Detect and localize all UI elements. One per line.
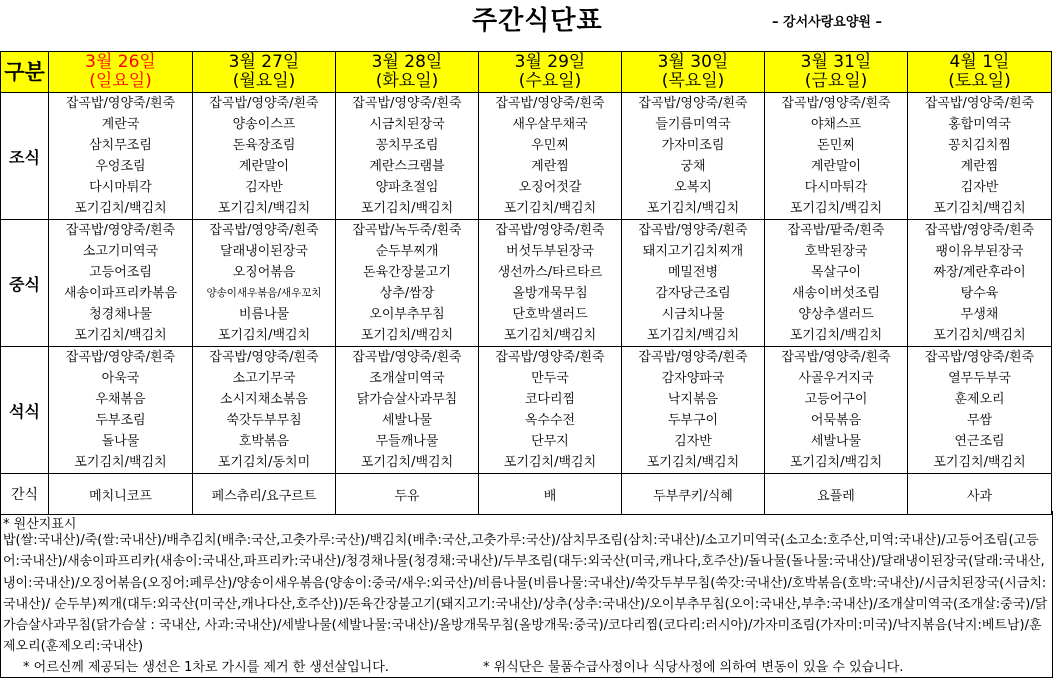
menu-item: 포기김치/백김치	[933, 455, 1026, 470]
menu-item: 잡곡밥/팥죽/흰죽	[787, 223, 885, 238]
breakfast-label: 조식	[1, 93, 49, 220]
menu-item: 두부조림	[95, 413, 146, 428]
menu-item: 잡곡밥/영양죽/흰죽	[495, 223, 605, 238]
menu-item: 계란찜	[531, 159, 569, 174]
menu-item: 새송이버섯조림	[792, 286, 880, 301]
menu-cell	[908, 220, 1052, 347]
menu-item: 낙지볶음	[667, 392, 719, 407]
lunch-row	[1, 220, 1052, 347]
day-weekday: (일요일)	[89, 71, 152, 91]
dinner-row	[1, 347, 1052, 474]
gubun-header: 구분	[1, 52, 49, 93]
breakfast-row	[1, 93, 1052, 220]
menu-item: 포기김치/백김치	[646, 201, 740, 216]
menu-item: 잡곡밥/영양죽/흰죽	[781, 96, 891, 111]
menu-item: 무들깨나물	[375, 434, 439, 449]
menu-item: 돌나물	[101, 434, 140, 449]
menu-item: 아욱국	[101, 371, 140, 386]
menu-item: 꽁치김치찜	[948, 138, 1011, 153]
menu-item: 양송이새우볶음/새우꼬치	[206, 287, 322, 299]
menu-item: 단호박샐러드	[512, 307, 588, 322]
menu-item: 포기김치/동치미	[217, 455, 311, 470]
menu-cell	[765, 93, 908, 220]
menu-item: 포기김치/백김치	[360, 201, 454, 216]
menu-item: 무생채	[960, 307, 999, 322]
menu-item: 잡곡밥/영양죽/흰죽	[65, 96, 176, 111]
menu-item: 호박볶음	[238, 434, 290, 449]
day-weekday: (월요일)	[232, 71, 296, 91]
day-header	[479, 52, 622, 93]
menu-cell	[49, 347, 193, 474]
snack-item: 사과	[908, 474, 1052, 515]
menu-item: 조개살미역국	[369, 371, 445, 386]
menu-item: 팽이유부된장국	[935, 244, 1024, 259]
menu-item: 들기름미역국	[655, 117, 731, 132]
menu-item: 목살구이	[810, 265, 862, 280]
menu-item: 새송이파프리카볶음	[63, 286, 178, 301]
dinner-label: 석식	[1, 347, 49, 474]
menu-item: 탕수육	[960, 286, 999, 301]
day-weekday: (토요일)	[948, 71, 1011, 91]
menu-item: 잡곡밥/영양죽/흰죽	[924, 96, 1035, 111]
menu-cell	[622, 347, 765, 474]
menu-item: 올방개묵무침	[512, 286, 588, 301]
menu-item: 고등어구이	[804, 392, 868, 407]
snack-row	[1, 474, 1052, 515]
menu-item: 시금치나물	[661, 307, 725, 322]
menu-item: 비름나물	[238, 307, 290, 322]
menu-item: 새우살무채국	[512, 117, 588, 132]
menu-cell	[193, 220, 336, 347]
menu-item: 포기김치/백김치	[360, 455, 454, 470]
menu-item: 포기김치/백김치	[217, 328, 311, 343]
menu-item: 삼치무조림	[89, 138, 152, 153]
menu-item: 포기김치/백김치	[503, 328, 597, 343]
menu-cell	[479, 347, 622, 474]
snack-item: 메치니코프	[49, 474, 193, 515]
menu-item: 옥수수전	[524, 413, 576, 428]
menu-item: 야채스프	[810, 117, 862, 132]
menu-item: 달래냉이된장국	[220, 244, 308, 259]
menu-item: 홍합미역국	[948, 117, 1011, 132]
menu-cell	[193, 347, 336, 474]
menu-item: 생선까스/타르타르	[497, 265, 603, 280]
menu-item: 잡곡밥/영양죽/흰죽	[781, 350, 891, 365]
menu-item: 잡곡밥/영양죽/흰죽	[924, 350, 1035, 365]
snack-item: 페스츄리/요구르트	[193, 474, 336, 515]
menu-item: 오이부추무침	[369, 307, 445, 322]
menu-item: 포기김치/백김치	[789, 328, 883, 343]
menu-item: 포기김치/백김치	[646, 455, 740, 470]
snack-label: 간식	[1, 474, 49, 515]
notes-section	[0, 511, 1053, 678]
menu-item: 김자반	[960, 180, 999, 195]
menu-item: 오징어볶음	[232, 265, 296, 280]
menu-cell	[622, 93, 765, 220]
menu-item: 포기김치/백김치	[503, 455, 597, 470]
menu-cell	[765, 220, 908, 347]
menu-cell	[908, 347, 1052, 474]
menu-item: 궁채	[680, 159, 706, 174]
menu-item: 다시마튀각	[804, 180, 868, 195]
origin-text: 밥(쌀:국내산)/죽(쌀:국내산)/배추김치(배추:국산,고춧가루:국산)/백김치(배추:국산,고춧가루:국산)/삼치무조림(삼치:국내산)/소고기미역국(소고소:호주산,미역:국내산)/고등어조림(고등어:국내산)/새송이파프리카(새송이:국내산,파프리카:국내산)/청경채나물(청경채:국내산)/두부조림(대두:외국산(미국,캐나다,호주산)/돌나물(돌나물:국내산)/달래냉이된장국(달래:국내산,냉이:국내산)/오징어볶음(오징어:페루산)/양송이새우볶음(양송이:중국/새우:외국산)/비름나물(비름나물:국내산)/쑥갓두부무침(쑥갓:국내산)/호박볶음(호박:국내산)/시금치된장국(시금치:국내산)/ 순두부)찌개(대두:외국산(미국산,캐나다산,호주산))/돈육간장불고기(돼지고기:국내산)/상추(상추:국내산)/오이부추무침(오이:국내산,부추:국내산)/조개살미역국(조개살:중국)/닭가슴살사과무침(닭가슴살 : 국내산, 사과:국내산)/세발나물(세발나물:국내산)/올방개묵무침(올방개묵:중국)/코다리찜(코다리:러시아)/가자미조림(가자미:미국)/낙지볶음(낙지:베트남)/훈제오리(훈제오리:국내산)	[3, 533, 1048, 655]
menu-cell	[336, 347, 479, 474]
day-date: 3월 29일	[514, 52, 586, 72]
menu-item: 양상추샐러드	[798, 307, 874, 322]
menu-item: 계란말이	[810, 159, 862, 174]
menu-item: 잡곡밥/영양죽/흰죽	[352, 350, 462, 365]
menu-item: 포기김치/백김치	[503, 201, 597, 216]
menu-cell	[49, 220, 193, 347]
menu-cell	[49, 93, 193, 220]
menu-item: 잡곡밥/녹두죽/흰죽	[352, 223, 462, 238]
menu-item: 만두국	[531, 371, 569, 386]
menu-item: 열무두부국	[948, 371, 1011, 386]
menu-item: 단무지	[531, 434, 569, 449]
menu-item: 포기김치/백김치	[74, 201, 167, 216]
day-weekday: (목요일)	[661, 71, 725, 91]
menu-item: 감자양파국	[661, 371, 725, 386]
menu-item: 돈민찌	[817, 138, 855, 153]
menu-item: 다시마튀각	[89, 180, 152, 195]
page-title: 주간식단표	[472, 6, 603, 36]
snack-item: 배	[479, 474, 622, 515]
day-header	[908, 52, 1052, 93]
menu-item: 버섯두부된장국	[506, 244, 594, 259]
day-weekday: (수요일)	[518, 71, 582, 91]
footnote-fish: * 어르신께 제공되는 생선은 1차로 가시를 제거 한 생선살입니다.	[23, 660, 389, 675]
day-header	[622, 52, 765, 93]
weekly-menu-table	[0, 51, 1052, 515]
menu-item: 우채볶음	[95, 392, 146, 407]
menu-item: 사골우거지국	[798, 371, 874, 386]
menu-item: 양송이스프	[232, 117, 296, 132]
day-date: 3월 30일	[657, 52, 729, 72]
menu-item: 쑥갓두부무침	[226, 413, 302, 428]
day-header	[193, 52, 336, 93]
menu-item: 포기김치/백김치	[360, 328, 454, 343]
menu-item: 잡곡밥/영양죽/흰죽	[924, 223, 1035, 238]
menu-cell	[479, 93, 622, 220]
day-date: 3월 31일	[800, 52, 872, 72]
menu-item: 잡곡밥/영양죽/흰죽	[638, 350, 748, 365]
menu-item: 코다리찜	[524, 392, 576, 407]
menu-item: 호박된장국	[804, 244, 868, 259]
menu-item: 포기김치/백김치	[933, 201, 1026, 216]
menu-item: 계란말이	[238, 159, 290, 174]
menu-item: 가자미조림	[661, 138, 725, 153]
day-header	[336, 52, 479, 93]
menu-item: 잡곡밥/영양죽/흰죽	[65, 350, 176, 365]
menu-item: 포기김치/백김치	[789, 201, 883, 216]
menu-item: 무쌈	[966, 413, 993, 428]
menu-item: 고등어조림	[89, 265, 152, 280]
day-date: 3월 28일	[371, 52, 443, 72]
menu-item: 감자당근조림	[655, 286, 731, 301]
lunch-label: 중식	[1, 220, 49, 347]
menu-item: 잡곡밥/영양죽/흰죽	[209, 96, 319, 111]
menu-item: 잡곡밥/영양죽/흰죽	[352, 96, 462, 111]
menu-item: 닭가슴살사과무침	[356, 392, 458, 407]
menu-cell	[479, 220, 622, 347]
menu-cell	[765, 347, 908, 474]
day-header	[765, 52, 908, 93]
menu-item: 잡곡밥/영양죽/흰죽	[638, 96, 748, 111]
snack-item: 두유	[336, 474, 479, 515]
menu-item: 세발나물	[381, 413, 433, 428]
menu-item: 연근조림	[954, 434, 1005, 449]
menu-item: 포기김치/백김치	[789, 455, 883, 470]
menu-item: 우민찌	[531, 138, 569, 153]
day-date: 3월 26일	[85, 52, 156, 72]
menu-cell	[336, 93, 479, 220]
menu-item: 소고기무국	[232, 371, 296, 386]
menu-item: 시금치된장국	[369, 117, 445, 132]
menu-item: 양파초절임	[375, 180, 439, 195]
menu-item: 잡곡밥/영양죽/흰죽	[495, 96, 605, 111]
menu-cell	[336, 220, 479, 347]
day-weekday: (화요일)	[375, 71, 439, 91]
menu-item: 포기김치/백김치	[74, 328, 167, 343]
menu-item: 계란국	[101, 117, 140, 132]
menu-item: 오징어젓갈	[518, 180, 582, 195]
menu-item: 계란스크램블	[369, 159, 445, 174]
menu-item: 어묵볶음	[810, 413, 862, 428]
snack-item: 두부쿠키/식혜	[622, 474, 765, 515]
menu-item: 순두부찌개	[375, 244, 439, 259]
facility-name: – 강서사랑요양원 –	[772, 15, 882, 30]
snack-item: 요플레	[765, 474, 908, 515]
title-bar	[0, 0, 1053, 44]
menu-item: 두부구이	[667, 413, 719, 428]
footnote-change: * 위식단은 물품수급사정이나 식당사정에 의하여 변동이 있을 수 있습니다.	[483, 660, 904, 675]
menu-item: 훈제오리	[954, 392, 1005, 407]
menu-item: 메밀전병	[667, 265, 719, 280]
menu-item: 잡곡밥/영양죽/흰죽	[65, 223, 176, 238]
menu-item: 잡곡밥/영양죽/흰죽	[638, 223, 748, 238]
menu-cell	[908, 93, 1052, 220]
menu-item: 소고기미역국	[82, 244, 159, 259]
menu-item: 상추/쌈장	[379, 286, 435, 301]
menu-item: 포기김치/백김치	[217, 201, 311, 216]
origin-heading: * 원산지표시	[3, 517, 77, 532]
menu-item: 돼지고기김치찌개	[642, 244, 744, 259]
menu-cell	[622, 220, 765, 347]
menu-item: 소시지채소볶음	[220, 392, 308, 407]
menu-item: 꽁치무조림	[375, 138, 439, 153]
menu-item: 돈육장조림	[232, 138, 296, 153]
day-header	[49, 52, 193, 93]
day-weekday: (금요일)	[804, 71, 868, 91]
menu-item: 짜장/계란후라이	[933, 265, 1026, 280]
menu-item: 포기김치/백김치	[74, 455, 167, 470]
day-date: 4월 1일	[949, 52, 1010, 72]
menu-item: 오복지	[674, 180, 712, 195]
header-row	[1, 52, 1052, 93]
menu-item: 김자반	[245, 180, 283, 195]
menu-cell	[193, 93, 336, 220]
menu-item: 포기김치/백김치	[933, 328, 1026, 343]
menu-item: 잡곡밥/영양죽/흰죽	[495, 350, 605, 365]
menu-item: 잡곡밥/영양죽/흰죽	[209, 350, 319, 365]
menu-item: 잡곡밥/영양죽/흰죽	[209, 223, 319, 238]
menu-item: 우엉조림	[95, 159, 146, 174]
menu-item: 김자반	[674, 434, 712, 449]
menu-item: 돈육간장불고기	[363, 265, 451, 280]
menu-item: 세발나물	[810, 434, 862, 449]
day-date: 3월 27일	[228, 52, 300, 72]
menu-item: 계란찜	[960, 159, 999, 174]
menu-item: 포기김치/백김치	[646, 328, 740, 343]
menu-item: 청경채나물	[89, 307, 152, 322]
